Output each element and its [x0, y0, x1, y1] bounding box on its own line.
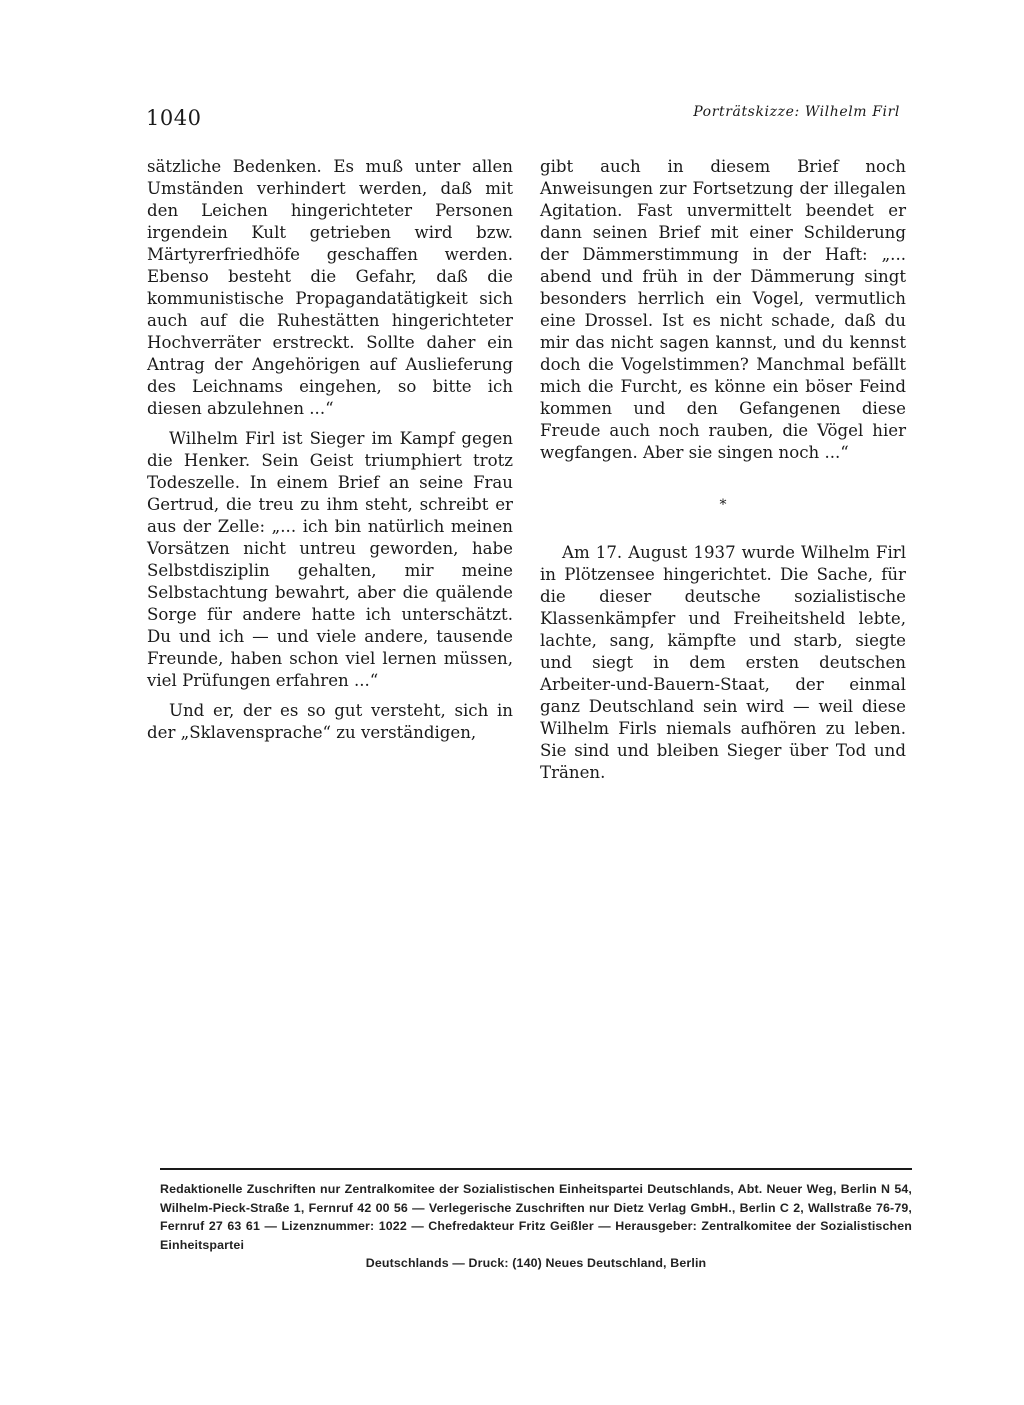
section-separator: *	[719, 497, 727, 513]
paragraph: Am 17. August 1937 wurde Wilhelm Firl in Plötzensee hingerichtet. Die Sache, für die dieser deutsche sozialistische Klassenkämpfer und Freiheitsheld lebte, lachte, sang, kämpfte und starb, siegte und siegt in dem ersten deutschen Arbeiter-und-Bauern-Staat, der einmal ganz Deutschland sein wird — weil diese Wilhelm Firls niemals aufhören zu leben. Sie sind und bleiben Sieger über Tod und Tränen.	[540, 543, 906, 782]
imprint-footer	[160, 1180, 912, 1273]
imprint-text: Redaktionelle Zuschriften nur Zentralkomitee der Sozialistischen Einheitspartei Deutschlands, Abt. Neuer Weg, Berlin N 54, Wilhelm-Pieck-Straße 1, Fernruf 42 00 56 — Verlegerische Zuschriften nur Dietz Verlag GmbH., Berlin C 2, Wallstraße 76-79, Fernruf 27 63 61 — Lizenznummer: 1022 — Chefredakteur Fritz Geißler — Herausgeber: Zentralkomitee der Sozialistischen Einheitspartei	[160, 1182, 912, 1252]
running-title: Porträtskizze: Wilhelm Firl	[693, 104, 900, 120]
paragraph: gibt auch in diesem Brief noch Anweisungen zur Fortsetzung der illegalen Agitation. Fast unvermittelt beendet er dann seinen Brief mit einer Schilderung der Dämmerstimmung in der Haft: „... abend und früh in der Dämmerung singt besonders herrlich ein Vogel, vermutlich eine Drossel. Ist es nicht schade, daß du mir das nicht sagen kannst, und du kennst doch die Vogelstimmen? Manchmal befällt mich die Furcht, es könne ein böser Feind kommen und den Gefangenen diese Freude auch noch rauben, die Vögel hier wegfangen. Aber sie singen noch ...“	[540, 157, 906, 462]
paragraph: Und er, der es so gut versteht, sich in der „Sklavensprache“ zu verständigen,	[147, 701, 513, 742]
page-number: 1040	[146, 106, 202, 130]
left-column	[147, 156, 513, 744]
paragraph: sätzliche Bedenken. Es muß unter allen Umständen verhindert werden, daß mit den Leichen hingerichteter Personen irgendein Kult getrieben wird bzw. Märtyrerfriedhöfe geschaffen werden. Ebenso besteht die Gefahr, daß die kommunistische Propagandatätigkeit sich auch auf die Ruhestätten hingerichteter Hochverräter erstreckt. Sollte daher ein Antrag der Angehörigen auf Auslieferung des Leichnams eingehen, so bitte ich diesen abzulehnen ...“	[147, 157, 513, 418]
right-column	[540, 156, 906, 784]
paragraph: Wilhelm Firl ist Sieger im Kampf gegen die Henker. Sein Geist triumphiert trotz Todeszelle. In einem Brief an seine Frau Gertrud, die treu zu ihm steht, schreibt er aus der Zelle: „... ich bin natürlich meinen Vorsätzen nicht untreu geworden, habe Selbstdisziplin gehalten, mir meine Selbstachtung bewahrt, aber die quälende Sorge für andere hatte ich unterschätzt. Du und ich — und viele andere, tausende Freunde, haben schon viel lernen müssen, viel Prüfungen erfahren ...“	[147, 429, 513, 690]
imprint-last-line: Deutschlands — Druck: (140) Neues Deutschland, Berlin	[365, 1256, 707, 1270]
footer-rule	[160, 1168, 912, 1170]
